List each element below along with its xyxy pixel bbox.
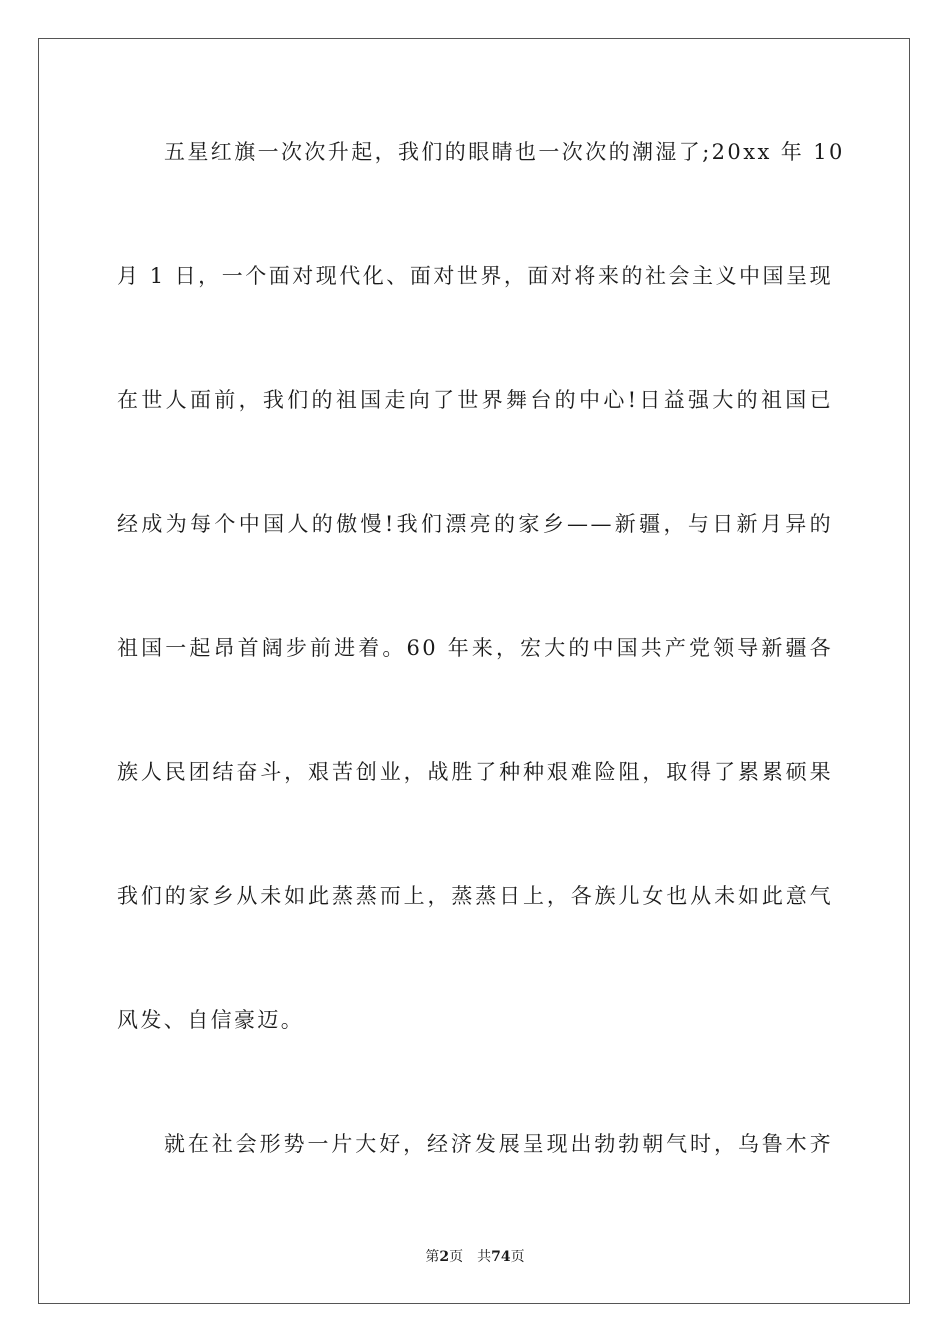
total-pages: 74	[491, 1249, 511, 1265]
text-line: 祖国一起昂首阔步前进着。60 年来，宏大的中国共产党领导新疆各	[117, 636, 833, 660]
text-line: 风发、自信豪迈。	[117, 1008, 305, 1032]
page-prefix: 第	[425, 1249, 440, 1265]
text-line: 族人民团结奋斗，艰苦创业，战胜了种种艰难险阻，取得了累累硕果	[117, 760, 833, 784]
page-border	[38, 38, 910, 1304]
page-suffix: 页	[449, 1249, 464, 1265]
text-line: 经成为每个中国人的傲慢!我们漂亮的家乡——新疆，与日新月异的	[117, 512, 833, 536]
text-line: 月 1 日，一个面对现代化、面对世界，面对将来的社会主义中国呈现	[117, 264, 833, 288]
text-line: 就在社会形势一片大好，经济发展呈现出勃勃朝气时，乌鲁木齐	[164, 1132, 833, 1156]
text-line: 在世人面前，我们的祖国走向了世界舞台的中心!日益强大的祖国已	[117, 388, 833, 412]
text-line: 我们的家乡从未如此蒸蒸而上，蒸蒸日上，各族儿女也从未如此意气	[117, 884, 833, 908]
total-suffix: 页	[510, 1249, 525, 1265]
page-footer	[0, 1246, 950, 1266]
page-number: 2	[439, 1249, 450, 1265]
total-prefix: 共	[477, 1249, 492, 1265]
text-line: 五星红旗一次次升起，我们的眼睛也一次次的潮湿了;20xx 年 10	[164, 140, 845, 164]
